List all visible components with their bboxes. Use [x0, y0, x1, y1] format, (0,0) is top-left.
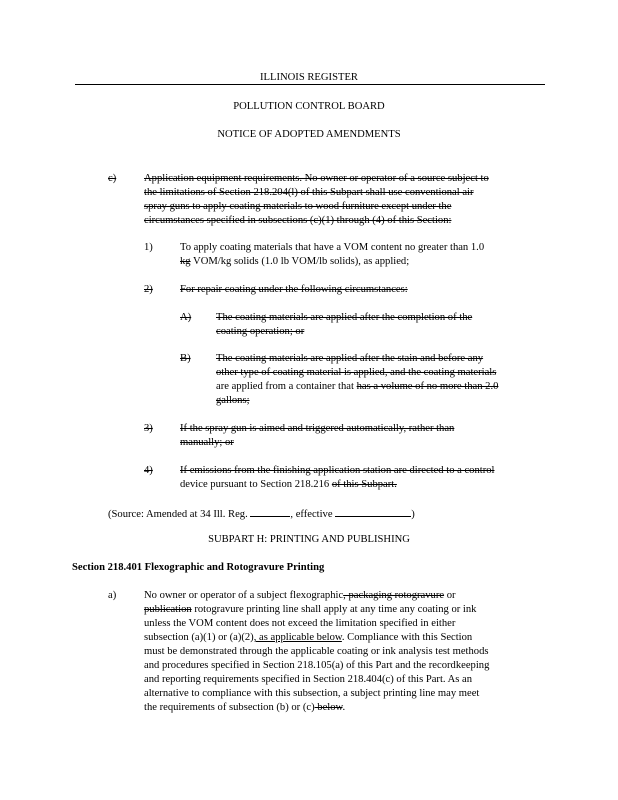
subA-line: coating operation; or: [216, 326, 305, 337]
item-c-line: spray guns to apply coating materials to wood furniture except under the: [144, 201, 452, 212]
reg-page-blank: [250, 506, 290, 517]
subB-line: gallons;: [216, 395, 250, 406]
source-note: (Source: Amended at 34 Ill. Reg. , effective ): [108, 506, 415, 521]
item-a-line: unless the VOM content does not exceed the limitation specified in either: [144, 618, 456, 629]
item-a-line: publication rotogravure printing line shall apply at any time any coating or ink: [144, 604, 477, 615]
sub4-line: device pursuant to Section 218.216 of this Subpart.: [180, 479, 397, 490]
item-c-line: Application equipment requirements. No owner or operator of a source subject to: [144, 173, 489, 184]
sub1-line: To apply coating materials that have a VOM content no greater than 1.0: [180, 242, 485, 253]
item-c-line: the limitations of Section 218.204(l) of this Subpart shall use conventional air: [144, 187, 474, 198]
subB-label: B): [180, 353, 191, 364]
item-a-line: alternative to compliance with this subsection, a subject printing line may meet: [144, 688, 480, 699]
subB-line: The coating materials are applied after the stain and before any: [216, 353, 484, 364]
subB-line: are applied from a container that has a volume of no more than 2.0: [216, 381, 499, 392]
notice-title: NOTICE OF ADOPTED AMENDMENTS: [217, 129, 401, 140]
sub3-label: 3): [144, 423, 153, 434]
sub2-line: For repair coating under the following circumstances:: [180, 284, 408, 295]
subB-line: other type of coating material is applied, and the coating materials: [216, 367, 497, 378]
sub4-line: If emissions from the finishing application station are directed to a control: [180, 465, 495, 476]
sub1-line: kg VOM/kg solids (1.0 lb VOM/lb solids), as applied;: [180, 256, 410, 267]
subpart-heading: SUBPART H: PRINTING AND PUBLISHING: [208, 534, 410, 545]
item-a-line: subsection (a)(1) or (a)(2), as applicable below. Compliance with this Section: [144, 632, 473, 643]
sub3-line: manually; or: [180, 437, 234, 448]
section-heading: Section 218.401 Flexographic and Rotogravure Printing: [72, 562, 325, 573]
board-name: POLLUTION CONTROL BOARD: [233, 101, 385, 112]
sub1-label: 1): [144, 242, 153, 253]
item-a-line: No owner or operator of a subject flexographic, packaging rotogravure or: [144, 590, 456, 601]
subA-line: The coating materials are applied after the completion of the: [216, 312, 473, 323]
item-c-label: c): [108, 173, 117, 184]
item-a-line: must be demonstrated through the applicable coating or ink analysis test methods: [144, 646, 489, 657]
sub3-line: If the spray gun is aimed and triggered automatically, rather than: [180, 423, 455, 434]
item-c-line: circumstances specified in subsections (c)(1) through (4) of this Section:: [144, 215, 452, 226]
register-title: ILLINOIS REGISTER: [0, 71, 618, 84]
header-rule: [75, 84, 545, 85]
item-a-line: the requirements of subsection (b) or (c) below.: [144, 702, 346, 713]
effective-date-blank: [335, 506, 411, 517]
sub4-label: 4): [144, 465, 153, 476]
item-a-line: and procedures specified in Section 218.105(a) of this Part and the recordkeeping: [144, 660, 490, 671]
item-a-label: a): [108, 590, 117, 601]
subA-label: A): [180, 312, 192, 323]
item-a-line: and reporting requirements specified in Section 218.404(c) of this Part. As an: [144, 674, 473, 685]
sub2-label: 2): [144, 284, 153, 295]
